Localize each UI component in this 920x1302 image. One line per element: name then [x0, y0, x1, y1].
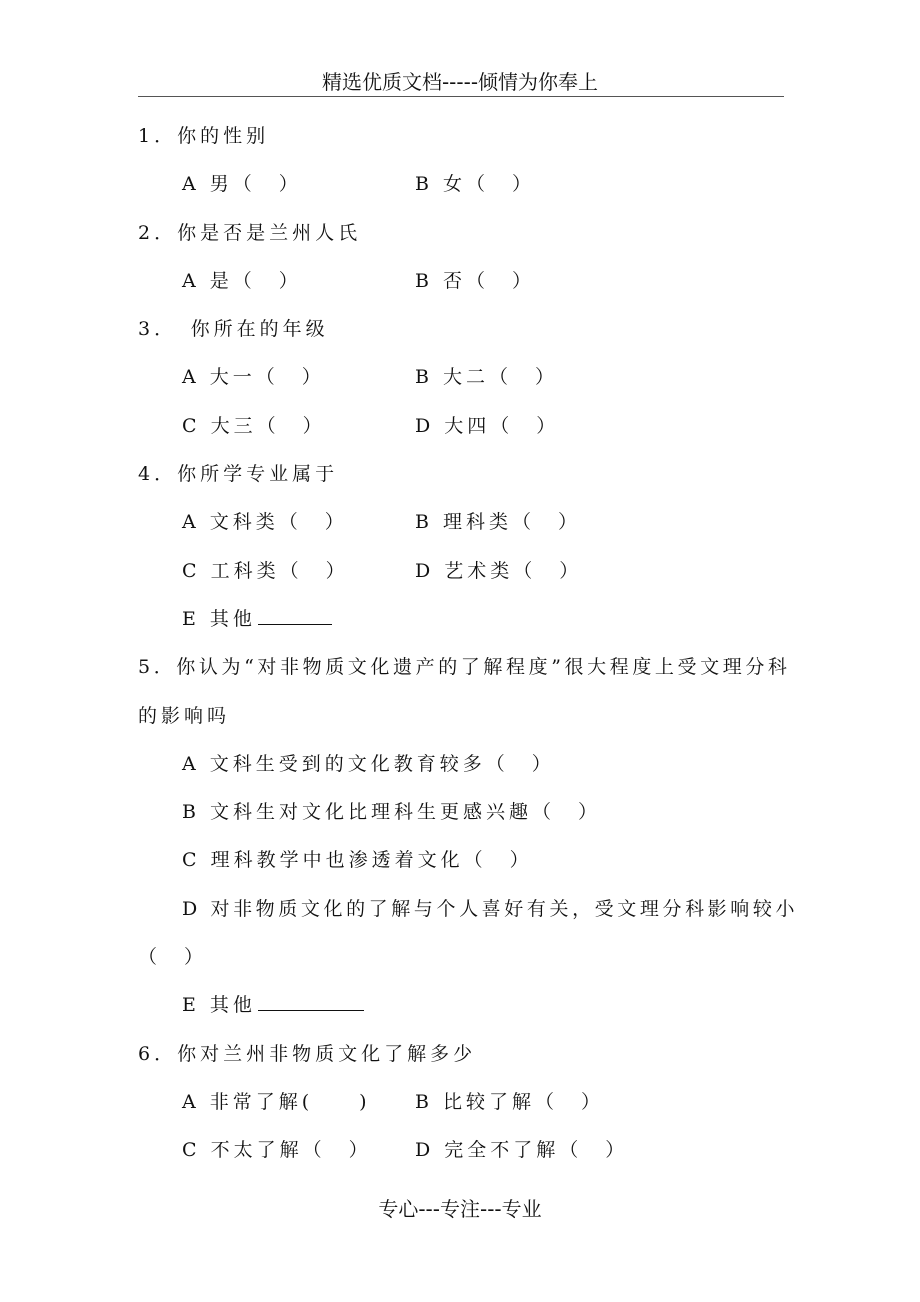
option-q4-d[interactable]: D 艺术类（ ）: [415, 559, 583, 582]
option-q4-c[interactable]: C 工科类（ ）: [182, 559, 349, 582]
question-1-options: [138, 160, 786, 208]
question-6-options-row2: [138, 1126, 786, 1174]
fill-blank-q4-other[interactable]: [258, 623, 332, 625]
option-q5-b[interactable]: B 文科生对文化比理科生更感兴趣（ ）: [182, 801, 602, 824]
option-q1-a[interactable]: A 男（ ）: [182, 173, 302, 196]
question-4-options-row1: [138, 498, 786, 546]
header-divider: [138, 96, 784, 97]
option-q6-b[interactable]: B 比较了解（ ）: [415, 1090, 605, 1113]
question-3-options-row1: [138, 353, 786, 401]
question-5-line1: 5．你认为“对非物质文化遗产的了解程度”很大程度上受文理分科: [138, 656, 791, 679]
questionnaire: [138, 112, 799, 1175]
option-q5-a[interactable]: A 文科生受到的文化教育较多（ ）: [182, 752, 555, 775]
option-q5-d[interactable]: D 对非物质文化的了解与个人喜好有关，受文理分科影响较小: [182, 897, 799, 920]
question-2-options: [138, 257, 786, 305]
option-q5-d-continued[interactable]: （ ）: [138, 946, 208, 969]
option-q6-c[interactable]: C 不太了解（ ）: [182, 1139, 372, 1162]
fill-blank-q5-other[interactable]: [258, 1009, 364, 1011]
option-q4-a[interactable]: A 文科类（ ）: [182, 511, 348, 534]
question-4: 4．你所学专业属于: [138, 463, 339, 486]
question-5-other: [138, 981, 786, 1029]
option-q4-b[interactable]: B 理科类（ ）: [415, 511, 582, 534]
option-q2-b[interactable]: B 否（ ）: [415, 269, 536, 292]
question-3-options-row2: [138, 402, 786, 450]
option-q6-d[interactable]: D 完全不了解（ ）: [415, 1139, 629, 1162]
question-2: 2．你是否是兰州人氏: [138, 221, 362, 244]
option-q5-e: E 其他: [182, 994, 256, 1017]
option-q2-a[interactable]: A 是（ ）: [182, 269, 302, 292]
option-q3-a[interactable]: A 大一（ ）: [182, 366, 325, 389]
option-q5-c[interactable]: C 理科教学中也渗透着文化（ ）: [182, 849, 533, 872]
question-4-options-row2: [138, 547, 786, 595]
question-1: 1．你的性别: [138, 125, 270, 147]
question-6-options-row1: [138, 1078, 786, 1126]
question-5-line2: 的影响吗: [138, 704, 231, 727]
question-6: 6．你对兰州非物质文化了解多少: [138, 1042, 477, 1065]
option-q3-d[interactable]: D 大四（ ）: [415, 414, 560, 437]
question-3: 3． 你所在的年级: [138, 318, 329, 341]
page-header: 精选优质文档-----倾情为你奉上: [321, 70, 599, 94]
option-q6-a[interactable]: A 非常了解( ): [182, 1090, 371, 1113]
page-footer: 专心---专注---专业: [378, 1197, 542, 1221]
option-q3-c[interactable]: C 大三（ ）: [182, 414, 326, 437]
question-4-other: [138, 595, 786, 643]
option-q3-b[interactable]: B 大二（ ）: [415, 366, 559, 389]
option-q1-b[interactable]: B 女（ ）: [415, 173, 536, 196]
option-q4-e: E 其他: [182, 607, 256, 630]
